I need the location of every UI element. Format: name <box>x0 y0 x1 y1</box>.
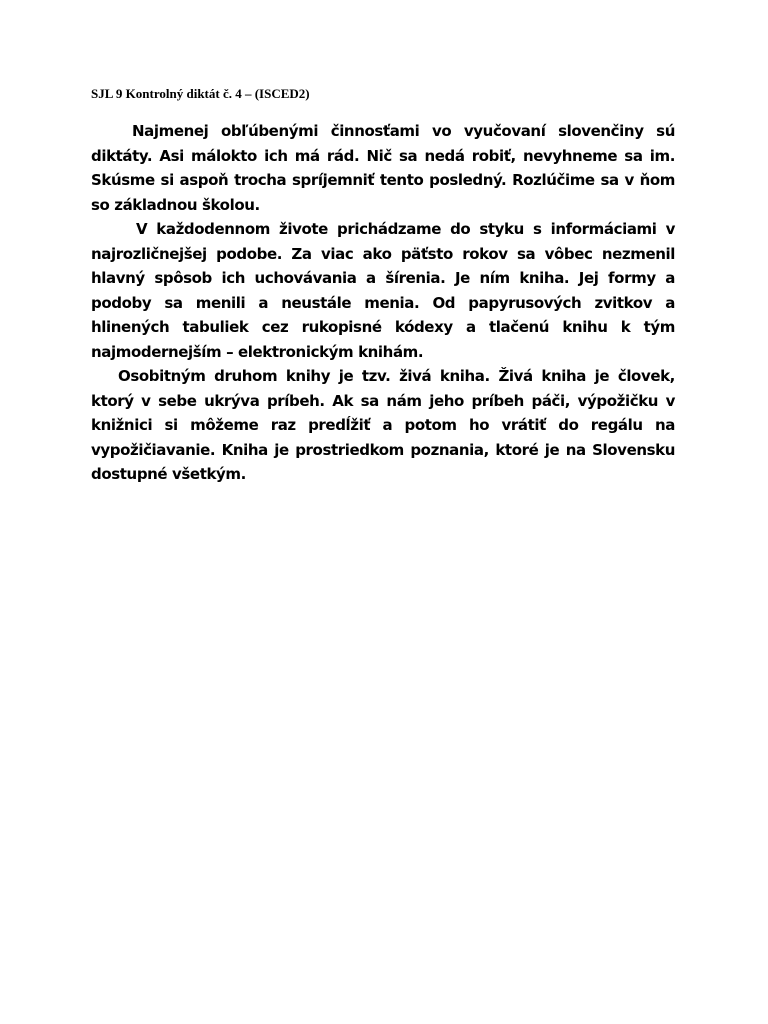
paragraph-3: Osobitným druhom knihy je tzv. živá kniha. Živá kniha je človek, ktorý v sebe ukrýva príbeh. Ak sa nám jeho príbeh páči, výpožičku v knižnici si môžeme raz predĺžiť a potom ho vrátiť do regálu na vypožičiavanie. Kniha je prostriedkom poznania, ktoré je na Slovensku dostupné všetkým. <box>91 367 675 483</box>
paragraph-1: Najmenej obľúbenými činnosťami vo vyučovaní slovenčiny sú diktáty. Asi málokto ich má rád. Nič sa nedá robiť, nevyhneme sa im. Skúsme si aspoň trocha spríjemniť tento posledný. Rozlúčime sa v ňom so základnou školou. <box>91 122 675 214</box>
document-header: SJL 9 Kontrolný diktát č. 4 – (ISCED2) <box>91 86 310 101</box>
paragraph-2: V každodennom živote prichádzame do styku s informáciami v najrozličnejšej podobe. Za viac ako päťsto rokov sa vôbec nezmenil hlavný spôsob ich uchovávania a šírenia. Je ním kniha. Jej formy a podoby sa menili a neustále menia. Od papyrusových zvitkov a hlinených tabuliek cez rukopisné kódexy a tlačenú knihu k tým najmodernejším – elektronickým knihám. <box>91 220 675 361</box>
dictation-text <box>91 119 675 487</box>
